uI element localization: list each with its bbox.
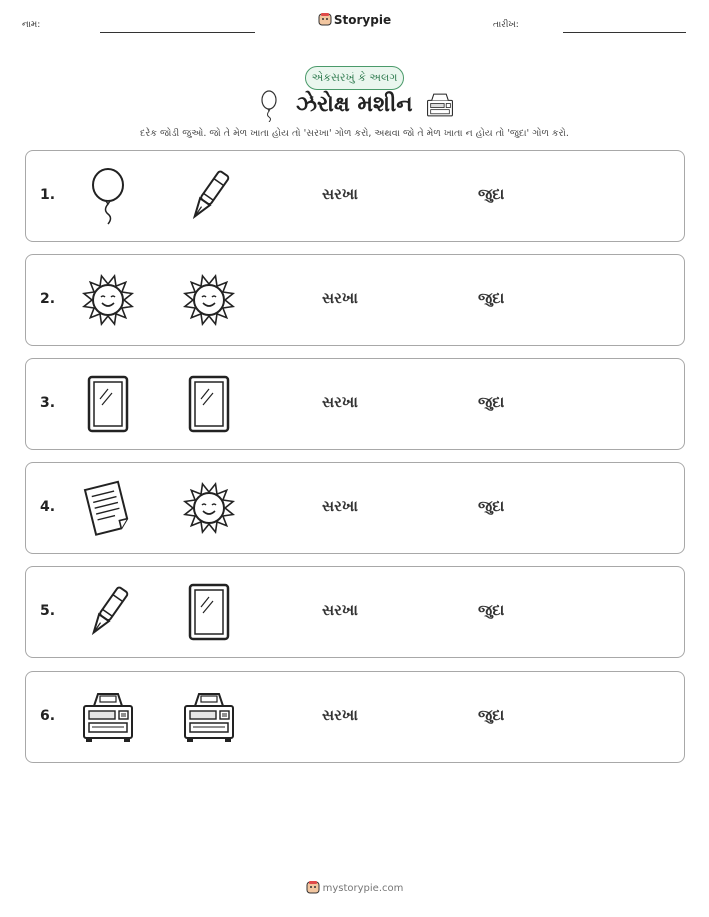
same-option[interactable]: સરખા bbox=[322, 601, 358, 619]
brand-name: Storypie bbox=[333, 13, 392, 27]
pen-icon bbox=[80, 583, 136, 641]
title-row bbox=[0, 88, 709, 124]
paper-icon bbox=[80, 479, 136, 537]
tablet-icon bbox=[80, 375, 136, 433]
tablet-icon bbox=[181, 583, 237, 641]
name-line[interactable] bbox=[100, 32, 255, 33]
xerox-machine-icon bbox=[181, 688, 237, 746]
question-number: 2. bbox=[40, 291, 56, 307]
sun-icon bbox=[80, 271, 136, 329]
footer-url: mystorypie.com bbox=[322, 883, 404, 894]
tablet-icon bbox=[181, 375, 237, 433]
question-row bbox=[25, 358, 685, 450]
brand-logo bbox=[0, 12, 709, 27]
storypie-logo-icon bbox=[318, 12, 332, 26]
different-option[interactable]: જુદા bbox=[478, 393, 505, 411]
question-number: 1. bbox=[40, 187, 56, 203]
balloon-icon bbox=[258, 90, 280, 122]
question-row bbox=[25, 566, 685, 658]
date-line[interactable] bbox=[563, 32, 686, 33]
xerox-machine-icon bbox=[424, 90, 456, 120]
xerox-machine-icon bbox=[80, 688, 136, 746]
category-badge: એકસરખું કે અલગ bbox=[305, 66, 404, 90]
page-title: ઝેરોક્ષ મશીન bbox=[296, 92, 413, 117]
question-number: 5. bbox=[40, 603, 56, 619]
question-row bbox=[25, 254, 685, 346]
question-number: 4. bbox=[40, 499, 56, 515]
balloon-icon bbox=[80, 167, 136, 225]
pen-icon bbox=[181, 167, 237, 225]
sun-icon bbox=[181, 479, 237, 537]
same-option[interactable]: સરખા bbox=[322, 706, 358, 724]
different-option[interactable]: જુદા bbox=[478, 601, 505, 619]
same-option[interactable]: સરખા bbox=[322, 393, 358, 411]
different-option[interactable]: જુદા bbox=[478, 185, 505, 203]
date-label: તારીખ: bbox=[493, 20, 519, 30]
question-row bbox=[25, 150, 685, 242]
sun-icon bbox=[181, 271, 237, 329]
same-option[interactable]: સરખા bbox=[322, 497, 358, 515]
different-option[interactable]: જુદા bbox=[478, 497, 505, 515]
question-row bbox=[25, 671, 685, 763]
storypie-logo-icon bbox=[306, 880, 320, 894]
instructions: દરેક જોડી જુઓ. જો તે મેળ ખાતા હોય તો 'સરખા' ગોળ કરો, અથવા જો તે મેળ ખાતા ન હોય તો 'જુદા' ગોળ કરો. bbox=[140, 128, 569, 139]
name-label: નામ: bbox=[22, 20, 41, 30]
question-number: 3. bbox=[40, 395, 56, 411]
question-row bbox=[25, 462, 685, 554]
same-option[interactable]: સરખા bbox=[322, 289, 358, 307]
footer bbox=[0, 880, 709, 894]
different-option[interactable]: જુદા bbox=[478, 289, 505, 307]
same-option[interactable]: સરખા bbox=[322, 185, 358, 203]
different-option[interactable]: જુદા bbox=[478, 706, 505, 724]
question-number: 6. bbox=[40, 708, 56, 724]
